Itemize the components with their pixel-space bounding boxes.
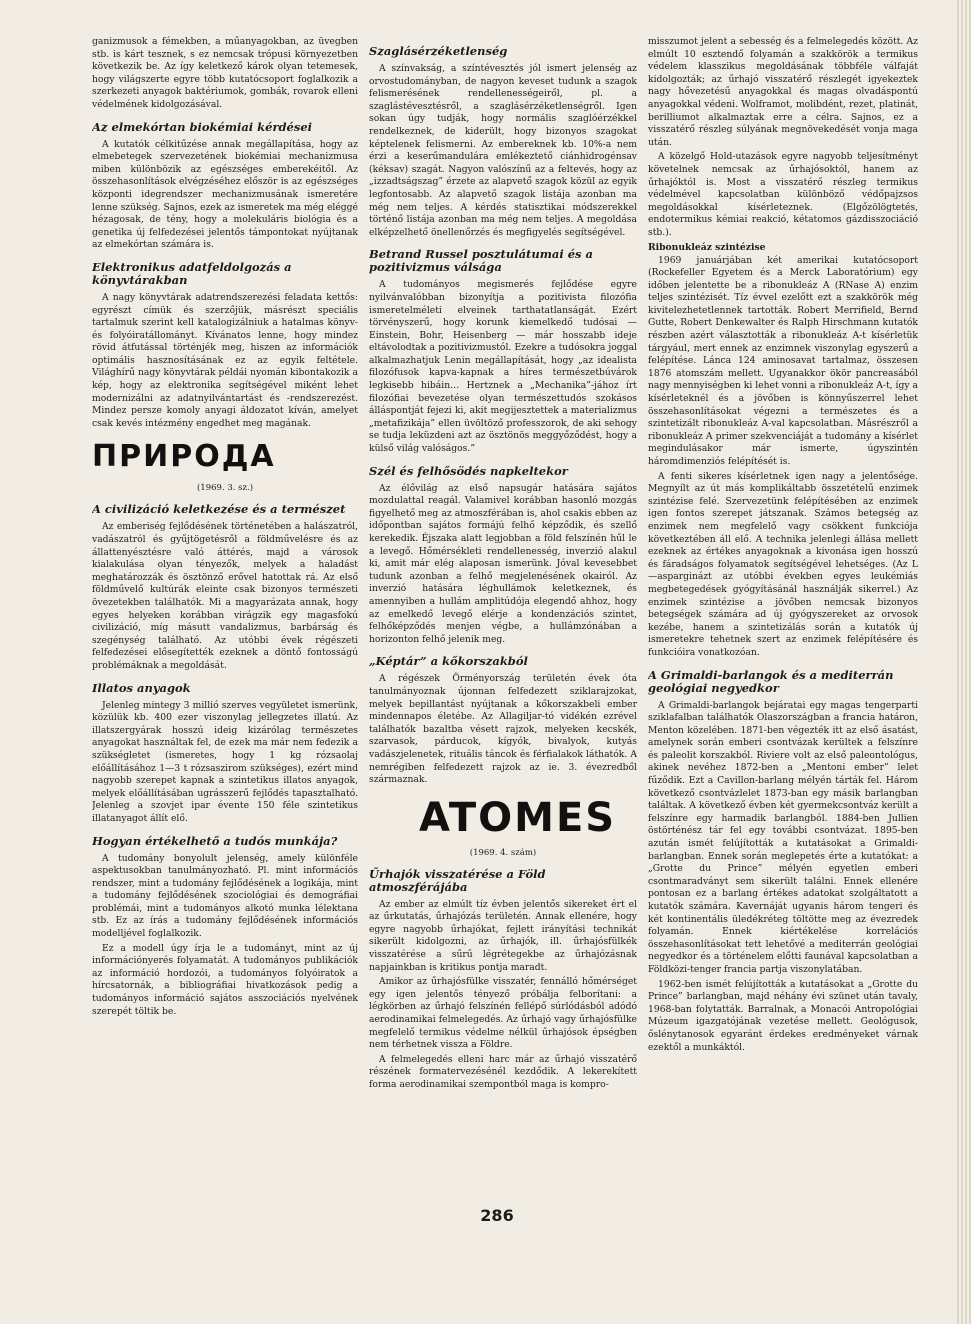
column-middle (369, 36, 637, 1094)
journal-masthead: ПРИРОДА (92, 439, 276, 475)
article-heading: Űrhajók visszatérése a Föld atmoszférájába (369, 866, 546, 894)
article-heading: Betrand Russel posztulátumai és a pozitivizmus válsága (369, 247, 593, 275)
article-heading: A civilizáció keletkezése és a természet (92, 502, 346, 517)
article-paragraph: 1969 januárjában két amerikai kutatócsoport (Rockefeller Egyetem és a Merck Laboratórium) egy időben jelentette be a ribonukleáz A (RNase A) enzim teljes szintézisét. Tíz évvel ezelőtt ezt a szakkörök még kivitelezhetetlennek tartották. Robert Merrifield, Bernd Gutte, Robert Denkewalter és Ralph Hirschmann kutatók részben azért választották a ribonukleáz A-t kísérletük tárgyául, mert ennek az enzimnek viszonylag egyszerű a felépítése. Lánca 124 aminosavat tartalmaz, összesen 1876 atomszám mellett. Ugyanakkor ökör pancreasából nagy mennyiségben ki lehet vonni a ribonukleáz A-t, így a kísérleteknél és a jövőben is könnyűszerrel lehet összehasonlításokat végezni a természetes és a szintetizált ribonukleáz A-val kapcsolatban. Másrészről a ribonukleáz A primer szekvenciáját a tudomány a kísérlet megindulásakor már ismerte, úgyszintén háromdimenziós felépítését is. (648, 254, 918, 467)
article-paragraph: Az emberiség fejlődésének történetében a halászatról, vadászatról és gyűjtögetésről a földművelésre és az állattenyésztésre való áttérés, majd a városok kialakulása olyan tényezők, melyek a haladást meghatározzák és ösztönző erővel hatottak rá. Az első földművelő kultúrák eleinte csak bizonyos természeti övezetekben találhatók. Mi a magyarázata annak, hogy egyes helyeken korábban virágzik egy magasfokú civilizáció, míg másutt vandalizmus, barbárság és szegénység található. Az utóbbi évek régészeti felfedezései elősegítették ezeknek a döntő fontosságú problémáknak a megoldását. (92, 521, 358, 671)
article-heading: Hogyan értékelhető a tudós munkája? (92, 833, 338, 848)
article-paragraph: A nagy könyvtárak adatrendszerezési feladata kettős: egyrészt címük és szerzőjük, másrészt speciális tartalmuk szerint kell katalogizálniuk a hatalmas könyv- és folyóiratállományt. Kívánatos lenne, hogy mindez rövid átfutással történjék meg, hiszen az információk optimális hasznosításának ez az egyik feltétele. Világhírű nagy könyvtárak példái nyomán kibontakozik a kép, hogy az elektronika segítségével miként lehet modernizálni az adatnyilvántartást és -rendszerezést. Mindez persze komoly anyagi áldozatot kíván, amelyet csak kevés intézmény engedhet meg magának. (92, 291, 358, 429)
article-paragraph: A kutatók célkitűzése annak megállapítása, hogy az elmebetegek szervezetének biokémiai mechanizmusa miben különbözik az egészséges emberekéitől. Az összehasonlítások elvégzéséhez először is az egészséges központi idegrendszer mechanizmusának ismeretére lenne szükség. Sajnos, ezek az ismeretek ma még eléggé hézagosak, de tény, hogy a molekuláris biológia és a genetika új felfedezései jelentős támpontokat nyújtanak az elmekórtan számára is. (92, 138, 358, 251)
article-paragraph: A régészek Örményország területén évek óta tanulmányoznak újonnan felfedezett sziklarajzokat, melyek bepillantást nyújtanak a kőkorszakbeli ember mindennapos életébe. Az Allagiljar-tó vidékén ezrével találhatók bazaltba vésett rajzok, melyeken kecskék, szarvasok, párducok, kígyók, bivalyok, kutyás vadászjelenetek, rituális táncok és férfialakok láthatók. A nemrégiben felfedezett rajzok az ie. 3. évezredből származnak. (369, 673, 637, 786)
article-paragraph: Jelenleg mintegy 3 millió szerves vegyületet ismerünk, közülük kb. 400 ezer viszonylag jellegzetes illatú. Az illatszergyárak hosszú ideig kizárólag természetes anyagokat használtak fel, de ezek ma már nem fedezik a szükségletet (ismeretes, hogy 1 kg rózsaolaj előállításához 1—3 t rózsaszirom szükséges), ezért mind nagyobb szerepet kapnak a szintetikus illatos anyagok, melyek előállításában ugrásszerű fejlődés tapasztalható. Jelenleg a szovjet ipar évente 150 féle szintetikus illatanyagot állít elő. (92, 699, 358, 824)
article-paragraph: Amikor az űrhajósfülke visszatér, fennálló hőmérséget egy igen jelentős tényező próbálja felborítani: a légkörben az űrhajó felszínén fellépő súrlódásból adódó aerodinamikai felmelegedés. Az űrhajó vagy űrhajósfülke megfelelő termikus védelme nélkül űrhajósok épségben nem térhetnek vissza a Földre. (369, 976, 637, 1051)
issue-number: (1969. 3. sz.) (196, 483, 254, 494)
article-heading: Szél és felhősödés napkeltekor (369, 463, 568, 478)
article-heading: „Képtár” a kőkorszakból (369, 654, 528, 669)
article-paragraph: 1962-ben ismét felújították a kutatásokat a „Grotte du Prince” barlangban, majd néhány évi szünet után tavaly, 1968-ban folytatták. Barralnak, a Monacói Antropológiai Múzeum igazgatójának vezetése mellett. Geológusok, őslénytanosok egyaránt érdekes eredményeket várnak ezektől a munkáktól. (648, 978, 918, 1053)
page-number: 286 (480, 1206, 514, 1225)
article-paragraph: A Grimaldi-barlangok bejáratai egy magas tengerparti sziklafalban találhatók Olaszországban a francia határon, Menton közelében. 1871-ben végezték itt az első ásatást, amelynek során emberi csontvázak kerültek a felszínre és paleolit korszakból. Riviere volt az első paleontológus, akinek nevéhez 1872-ben a „Mentoni ember” lelet fűződik. Ezt a Cavillon-barlang mélyén tárták fel. Három következő csontvázlelet 1873-ban egy másik barlangban találtak. A következő évben két gyermekcsontváz került a felszínre egy harmadik barlangból. 1884-ben Jullien östörténész tár fel egy további csontvázat. 1895-ben azután ismét felújították a kutatásokat a Grimaldi-barlangban. Ennek során meglepetés érte a kutatókat: a „Grotte du Prince” mélyén egyetlen emberi csontmaradványt sem sikerült találni. Ennek ellenére pontosan ez a barlang értékes adatokat szolgáltatott a kutatók számára. Kavernáját ugyanis három tengeri és két kontinentális üledékréteg töltötte meg az évezredek folyamán. Ennek kiértékelése korrelációs összehasonlításokat tett lehetővé a mediterrán geológiai negyedkor és a történelem előtti faunával kapcsolatban a Földközi-tenger francia partja viszonylatában. (648, 699, 918, 975)
page-edge (957, 0, 971, 1324)
article-paragraph: A közelgő Hold-utazások egyre nagyobb teljesítményt követelnek nemcsak az űrhajósoktól, hanem az űrhajóktól is. Most a visszatérő részleg termikus védelmével kapcsolatban különböző védőpajzsos megoldásokkal kísérleteznek. (Elgőzölögtetés, endotermikus kémiai reakció, kétatomos gázdisszociáció stb.). (648, 151, 918, 238)
article-paragraph: ganizmusok a fémekben, a műanyagokban, az üvegben stb. is kárt tesznek, s ez nemcsak trópusi környezetben következik be. Az így keletkező károk olyan tetemesek, hogy világszerte egyre több kutatócsoport foglalkozik a szerkezeti anyagok baktériumok, gombák, rovarok elleni védelmének kidolgozásával. (92, 36, 358, 110)
article-paragraph: A felmelegedés elleni harc már az űrhajó visszatérő részének formatervezésénél kezdődik. A lekerekített forma aerodinamikai szempontból maga is kompro- (369, 1053, 637, 1090)
article-paragraph: Az ember az elmúlt tíz évben jelentős sikereket ért el az űrkutatás, űrhajózás területén. Annak ellenére, hogy egyre nagyobb űrhajókat, fejlett irányítási technikát sikerült kidolgozni, az űrhajók, ill. űrhajósfülkék visszatérése a sűrű légrétegekbe az űrhajózásnak napjainkban is kritikus pontja maradt. (369, 898, 637, 973)
article-heading: Elektronikus adatfeldolgozás a könyvtárakban (92, 259, 292, 287)
article-paragraph: A tudományos megismerés fejlődése egyre nyilvánvalóbban bizonyítja a pozitivista filozófia ismeretelméleti elveinek tarthatatlanságát. Ezért törvényszerű, hogy korunk kiemelkedő tudósai — Einstein, Bohr, Heisenberg — már hosszabb ideje eltávolodtak a pozitivizmustól. Ezekre a tudósokra joggal alkalmazhatjuk Lenin megállapítását, hogy „az idealista filozófusok kapva-kapnak a híres természetbúvárok legkisebb hibáin… Hertznek a „Mechanika”-jához írt filozófiai bevezetése olyan természettudós szokásos álláspontját fejezi ki, akit megijesztettek a materializmus „metafizikája” ellen üvöltöző professzorok, de aki sehogy se tudja leküzdeni azt az ösztönös meggyőződést, hogy a külső világ valóságos.” (369, 279, 637, 455)
article-heading: Az elmekórtan biokémiai kérdései (92, 119, 313, 134)
article-heading: Illatos anyagok (92, 680, 191, 695)
issue-number: (1969. 4. szám) (469, 847, 537, 858)
article-subheading: Ribonukleáz szintézise (648, 241, 766, 253)
column-left (92, 36, 358, 1020)
article-paragraph: Az élővilág az első napsugár hatására sajátos mozdulattal reagál. Valamivel korábban hasonló mozgás figyelhető meg az atmoszférában is, ahol csakis ebben az időpontban sajátos formájú felhő képződik, és szellő kerekedik. Éjszaka alatt legjobban a föld felszínén hűl le a levegő. Hőmérsékleti rendellenesség, inverzió alakul ki, amit már elég alaposan ismerünk. Jóval kevesebbet tudunk azonban a felhő megjelenésének okairól. Az inverzió hatására léghullámok keletkeznek, és amennyiben a hullám amplitúdója elegendő ahhoz, hogy az emelkedő levegő elérje a kondenzációs szintet, felhőképződés menjen végbe, a hullámzónában a horizonton felhő jelenik meg. (369, 482, 637, 645)
article-paragraph: misszumot jelent a sebesség és a felmelegedés között. Az elmúlt 10 esztendő folyamán a szakkörök a termikus védelem klasszikus megoldásának többféle válfaját kidolgozták; az űrhajó visszatérő részlegét igyekeztek nagy hővezetésű anyagokkal és magas olvadáspontú anyagokkal védeni. Wolframot, molibdént, rezet, platinát, berilliumot alkalmaztak erre a célra. Sajnos, ez a visszatérő részleg súlyának megnövekedését vonja maga után. (648, 36, 918, 148)
journal-masthead: ATOMES (419, 794, 617, 841)
article-heading: A Grimaldi-barlangok és a mediterrán geológiai negyedkor (648, 667, 894, 695)
article-paragraph: Ez a modell úgy írja le a tudományt, mint az új információnyerés folyamatát. A tudományos publikációk az információ hordozói, a tudományos folyóiratok a hírcsatornák, a bibliográfiai hivatkozások pedig a tudományos információ sajátos asszociációs nyelvének szerepét töltik be. (92, 942, 358, 1017)
article-heading: Szaglásérzéketlenség (369, 44, 508, 58)
article-paragraph: A színvakság, a színtévesztés jól ismert jelenség az orvostudományban, de nagyon keveset tudunk a szagok felismerésének rendellenességeiről, pl. a szaglástévesztésről, a szaglásérzéketlenségről. Igen sokan úgy tudják, hogy normális szaglóérzékkel rendelkeznek, de kiderült, hogy bizonyos szagokat képtelenek felismerni. Az embereknek kb. 10%-a nem érzi a keserűmandulára emlékeztető ciánhidrogénsav (kéksav) szagát. Nagyon valószínű az a feltevés, hogy az „izzadtságszag” érzete az alapvető szagok közül az egyik legfontosabb. Az alapvető szagok listája azonban ma még nem teljes. A kérdés statisztikai módszerekkel történő listája azonban ma még nem teljes. A megoldása elképzelhető önellenőrzés és megfigyelés segítségével. (369, 63, 637, 238)
article-paragraph: A tudomány bonyolult jelenség, amely különféle aspektusokban tanulmányozható. Pl. mint információs rendszer, mint a tudomány fejlődésének a logikája, mint a tudomány fejlődésének szociológiai és demográfiai problémái, mint a tudományos alkotó munka lélektana stb. Ez az írás a tudomány fejlődésének információs modelljével foglalkozik. (92, 852, 358, 940)
column-right (648, 36, 918, 1056)
article-paragraph: A fenti sikeres kísérletnek igen nagy a jelentősége. Megnyílt az út más komplikáltabb összetételű enzimek szintézise felé. Szervezetünk felépítésében az enzimek igen fontos szerepet játszanak. Számos betegség az enzimek nem megfelelő vagy csökkent funkciója következtében áll elő. A technika jelenlegi állása mellett ezeknek az értékes anyagoknak a kivonása igen hosszú és fáradságos folyamatok segítségével lehetséges. (Az L—asparginázt az utóbbi években egyes leukémiás megbetegedések gyógyításánál használják sikerrel.) Az enzimek szintézise a jövőben nemcsak bizonyos betegségek számára ad új gyógyszereket az orvosok kezébe, hanem a szintetizálás során a kutatók új ismeretekre tehetnek szert az enzimek felépítésére és funkcióira vonatkozóan. (648, 470, 918, 658)
